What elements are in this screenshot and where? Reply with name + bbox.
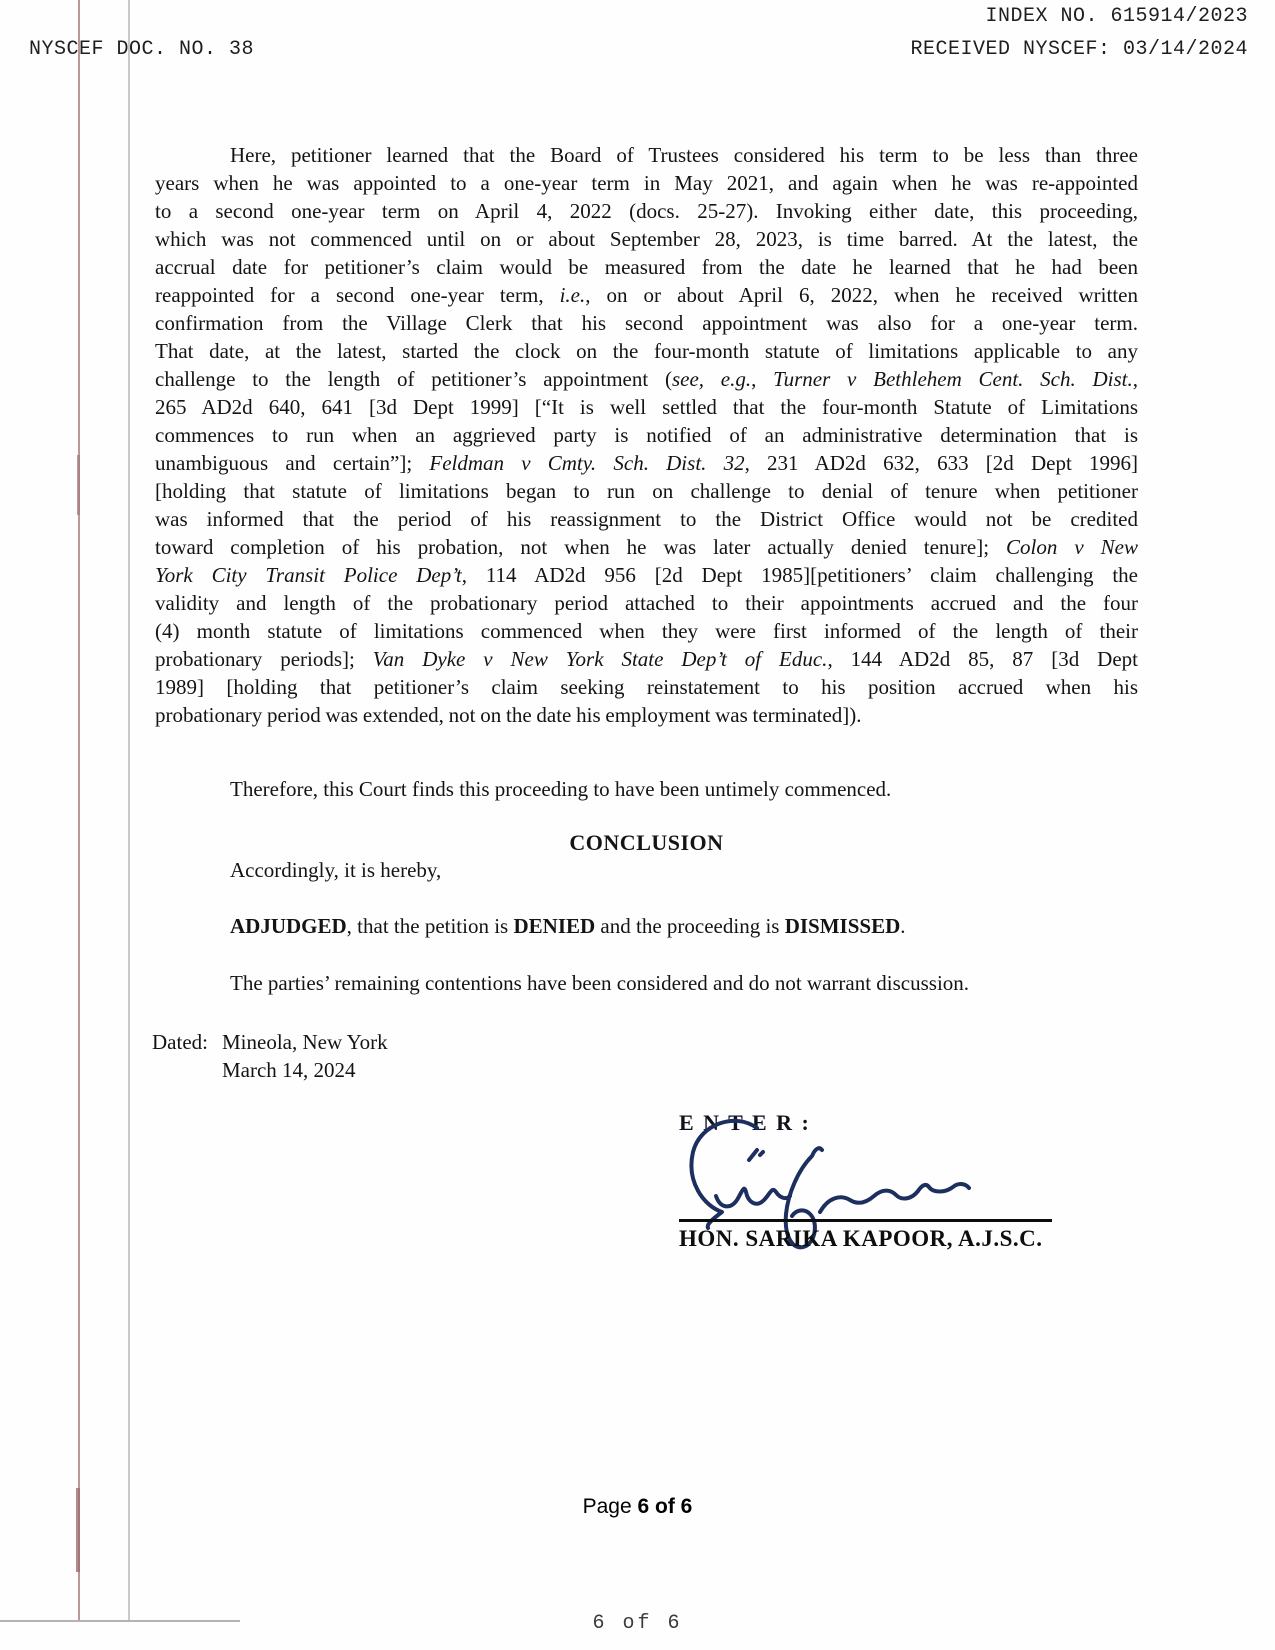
paragraph-line: [holding that statute of limitations began to run on challenge to denial of tenure when petitioner	[155, 479, 1138, 503]
paragraph-line: 265 AD2d 640, 641 [3d Dept 1999] [“It is well settled that the four-month Statute of Limitations	[155, 395, 1138, 419]
paragraph-line: was informed that the period of his reassignment to the District Office would not be credited	[155, 507, 1138, 531]
paragraph-line: reappointed for a second one-year term, i.e., on or about April 6, 2022, when he received written	[155, 283, 1138, 307]
enter-label: E N T E R :	[679, 1110, 811, 1135]
body-paragraph	[155, 141, 1138, 729]
paragraph-line: years when he was appointed to a one-year term in May 2021, and again when he was re-appointed	[155, 171, 1138, 195]
paragraph-line: unambiguous and certain”]; Feldman v Cmty. Sch. Dist. 32, 231 AD2d 632, 633 [2d Dept 1996]	[155, 451, 1138, 475]
paragraph-line: Here, petitioner learned that the Board of Trustees considered his term to be less than three	[230, 143, 1138, 167]
left-margin-rule-gray	[128, 0, 130, 1622]
paragraph-line: which was not commenced until on or about September 28, 2023, is time barred. At the latest, the	[155, 227, 1138, 251]
paragraph-line: toward completion of his probation, not when he was later actually denied tenure]; Colon v New	[155, 535, 1138, 559]
paragraph-line: York City Transit Police Dep’t, 114 AD2d 956 [2d Dept 1985][petitioners’ claim challenging the	[155, 563, 1138, 587]
therefore-line: Therefore, this Court finds this proceeding to have been untimely commenced.	[230, 777, 892, 801]
conclusion-heading: CONCLUSION	[569, 830, 724, 855]
page-footer	[0, 1495, 1275, 1519]
paragraph-line: commences to run when an aggrieved party is notified of an administrative determination that is	[155, 423, 1138, 447]
paragraph-line: validity and length of the probationary period attached to their appointments accrued and the four	[155, 591, 1138, 615]
dated-place: Mineola, New York	[222, 1030, 388, 1054]
adjudged-line: ADJUDGED, that the petition is DENIED and the proceeding is DISMISSED.	[230, 914, 906, 938]
header-received: RECEIVED NYSCEF: 03/14/2024	[910, 38, 1248, 61]
parties-line: The parties’ remaining contentions have been considered and do not warrant discussion.	[230, 971, 970, 995]
paragraph-line: (4) month statute of limitations commenced when they were first informed of the length of their	[155, 619, 1138, 643]
left-margin-rule-red	[78, 0, 80, 1622]
dated-date: March 14, 2024	[222, 1058, 356, 1082]
paragraph-line: probationary periods]; Van Dyke v New York State Dep’t of Educ., 144 AD2d 85, 87 [3d Dept	[155, 647, 1138, 671]
paragraph-line: accrual date for petitioner’s claim would be measured from the date he learned that he had been	[155, 255, 1138, 279]
judge-name: HON. SARIKA KAPOOR, A.J.S.C.	[679, 1226, 1043, 1251]
nyscef-page-number: 6 of 6	[592, 1612, 683, 1635]
paragraph-line: 1989] [holding that petitioner’s claim seeking reinstatement to his position accrued when his	[155, 675, 1138, 699]
paragraph-line: probationary period was extended, not on the date his employment was terminated]).	[155, 703, 862, 727]
dated-label: Dated:	[152, 1030, 208, 1054]
paragraph-line: challenge to the length of petitioner’s appointment (see, e.g., Turner v Bethlehem Cent. Sch. Dist.,	[155, 367, 1138, 391]
paragraph-line: That date, at the latest, started the clock on the four-month statute of limitations applicable to any	[155, 339, 1138, 363]
page-footer-prefix: Page	[582, 1495, 638, 1518]
paragraph-line: confirmation from the Village Clerk that his second appointment was also for a one-year term.	[155, 311, 1138, 335]
header-index-no: INDEX NO. 615914/2023	[985, 5, 1248, 28]
header-doc-no: NYSCEF DOC. NO. 38	[29, 38, 255, 61]
signature-rule	[679, 1219, 1052, 1222]
page-footer-number: 6 of 6	[637, 1495, 693, 1518]
accordingly-line: Accordingly, it is hereby,	[230, 858, 442, 882]
paragraph-line: to a second one-year term on April 4, 2022 (docs. 25-27). Invoking either date, this proceeding,	[155, 199, 1138, 223]
left-margin-rule-red-smudge	[77, 455, 80, 515]
